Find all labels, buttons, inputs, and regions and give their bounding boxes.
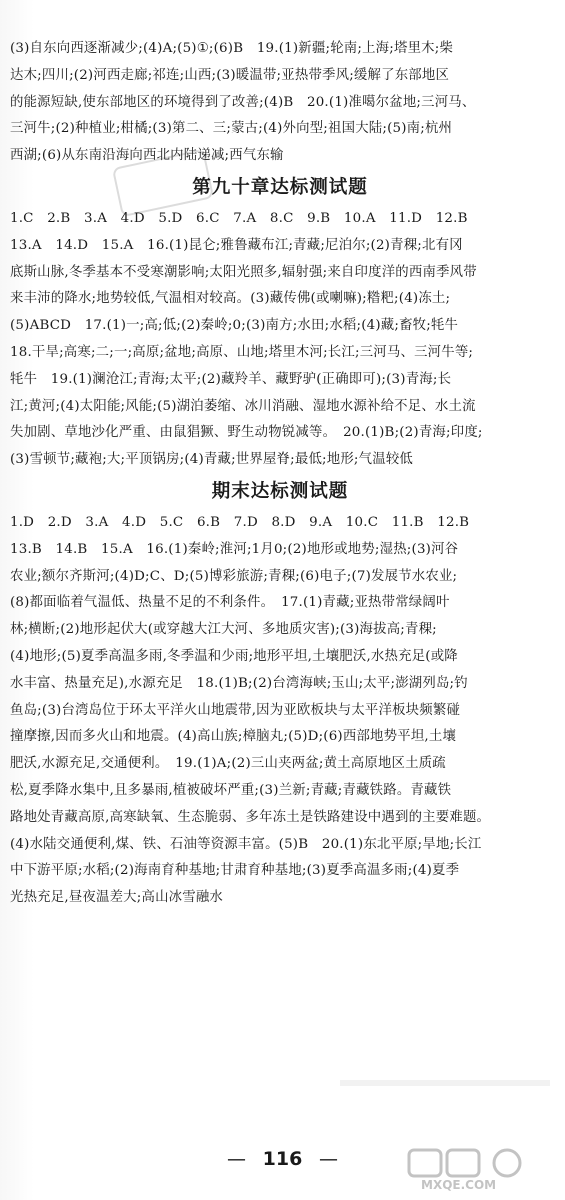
answer-line: 三河牛;(2)种植业;柑橘;(3)第二、三;蒙古;(4)外向型;祖国大陆;(5)南;杭州: [10, 121, 453, 137]
watermark-svg: [407, 1148, 557, 1192]
footer-dash-left: —: [227, 1148, 247, 1170]
answer-logo-watermark-icon: [407, 1148, 557, 1192]
answer-line: 达木;四川;(2)河西走廊;祁连;山西;(3)暖温带;亚热带季风;缓解了东部地区: [10, 67, 450, 83]
answer-line: 的能源短缺,使东部地区的环境得到了改善;(4)B 20.(1)准噶尔盆地;三河马、: [10, 94, 476, 110]
answer-line: 鱼岛;(3)台湾岛位于环太平洋火山地震带,因为亚欧板块与太平洋板块频繁碰: [10, 702, 461, 718]
answer-line: 光热充足,昼夜温差大;高山冰雪融水: [10, 890, 224, 906]
answer-line: 1.C 2.B 3.A 4.D 5.D 6.C 7.A 8.C 9.B 10.A 11.D 12.B: [10, 210, 468, 226]
answer-line: 18.干旱;高寒;二;一;高原;盆地;高原、山地;塔里木河;长江;三河马、三河牛等;: [10, 344, 474, 360]
answer-line: 中下游平原;水稻;(2)海南育种基地;甘肃育种基地;(3)夏季高温多雨;(4)夏季: [10, 863, 460, 879]
answer-line: 13.A 14.D 15.A 16.(1)昆仑;雅鲁藏布江;青藏;尼泊尔;(2)青稞;北有冈: [10, 237, 463, 253]
section-final-test-answers: [10, 510, 550, 912]
answer-line: 西湖;(6)从东南沿海向西北内陆递减;西气东输: [10, 148, 284, 164]
answer-line: (3)自东向西逐渐减少;(4)A;(5)①;(6)B 19.(1)新疆;轮南;上海;塔里木;柴: [10, 41, 454, 56]
answer-line: (3)雪顿节;藏袍;大;平顶锅房;(4)青藏;世界屋脊;最低;地形;气温较低: [10, 452, 414, 468]
answer-line: 牦牛 19.(1)澜沧江;青海;太平;(2)藏羚羊、藏野驴(正确即可);(3)青海;长: [10, 371, 452, 387]
page-number: 116: [262, 1148, 303, 1170]
section-chapter-test-answers: [10, 206, 550, 474]
answer-line: (4)水陆交通便利,煤、铁、石油等资源丰富。(5)B 20.(1)东北平原;旱地;长江: [10, 836, 482, 852]
faint-bleed-through: [340, 1080, 550, 1086]
answer-line: 农业;额尔齐斯河;(4)D;C、D;(5)博彩旅游;青稞;(6)电子;(7)发展节水农业;: [10, 568, 458, 584]
watermark-text: MXQE.COM: [421, 1178, 497, 1192]
answer-line: 路地处青藏高原,高寒缺氧、生态脆弱、多年冻土是铁路建设中遇到的主要难题。: [10, 809, 491, 825]
section-title-final-test: 期末达标测试题: [211, 480, 349, 502]
answer-line: 来丰沛的降水;地势较低,气温相对较高。(3)藏传佛(或喇嘛);糌粑;(4)冻土;: [10, 291, 451, 307]
section-prev-chapter: [10, 36, 550, 170]
answer-line: 肥沃,水源充足,交通便利。 19.(1)A;(2)三山夹两盆;黄土高原地区土质疏: [10, 756, 446, 772]
answer-line: 1.D 2.D 3.A 4.D 5.C 6.B 7.D 8.D 9.A 10.C 11.B 12.B: [10, 514, 470, 530]
answer-line: 失加剧、草地沙化严重、由鼠猖獗、野生动物锐减等。 20.(1)B;(2)青海;印度;: [10, 425, 483, 441]
answer-line: (8)都面临着气温低、热量不足的不利条件。 17.(1)青藏;亚热带常绿阔叶: [10, 595, 450, 611]
answer-line: 松,夏季降水集中,且多暴雨,植被破坏严重;(3)兰新;青藏;青藏铁路。青藏铁: [10, 782, 452, 798]
answer-line: 水丰富、热量充足),水源充足 18.(1)B;(2)台湾海峡;玉山;太平;澎湖列岛;钓: [10, 675, 468, 691]
section-title-chapter-test: 第九十章达标测试题: [192, 176, 368, 198]
answer-line: (4)地形;(5)夏季高温多雨,冬季温和少雨;地形平坦,土壤肥沃,水热充足(或降: [10, 648, 458, 664]
footer-dash-right: —: [318, 1148, 338, 1170]
answer-line: 江;黄河;(4)太阳能;风能;(5)湖泊萎缩、冰川消融、湿地水源补给不足、水土流: [10, 398, 476, 414]
answer-content: [10, 36, 550, 912]
answer-line: 林;横断;(2)地形起伏大(或穿越大江大河、多地质灾害);(3)海拔高;青稞;: [10, 622, 437, 638]
answer-line: 底斯山脉,冬季基本不受寒潮影响;太阳光照多,辐射强;来自印度洋的西南季风带: [10, 264, 477, 280]
answer-line: (5)ABCD 17.(1)一;高;低;(2)秦岭;0;(3)南方;水田;水稻;(4)藏;畜牧;牦牛: [10, 318, 459, 334]
answer-line: 13.B 14.B 15.A 16.(1)秦岭;淮河;1月0;(2)地形或地势;湿热;(3)河谷: [10, 541, 459, 557]
answer-line: 撞摩擦,因而多火山和地震。(4)高山族;樟脑丸;(5)D;(6)西部地势平坦,土壤: [10, 729, 457, 745]
